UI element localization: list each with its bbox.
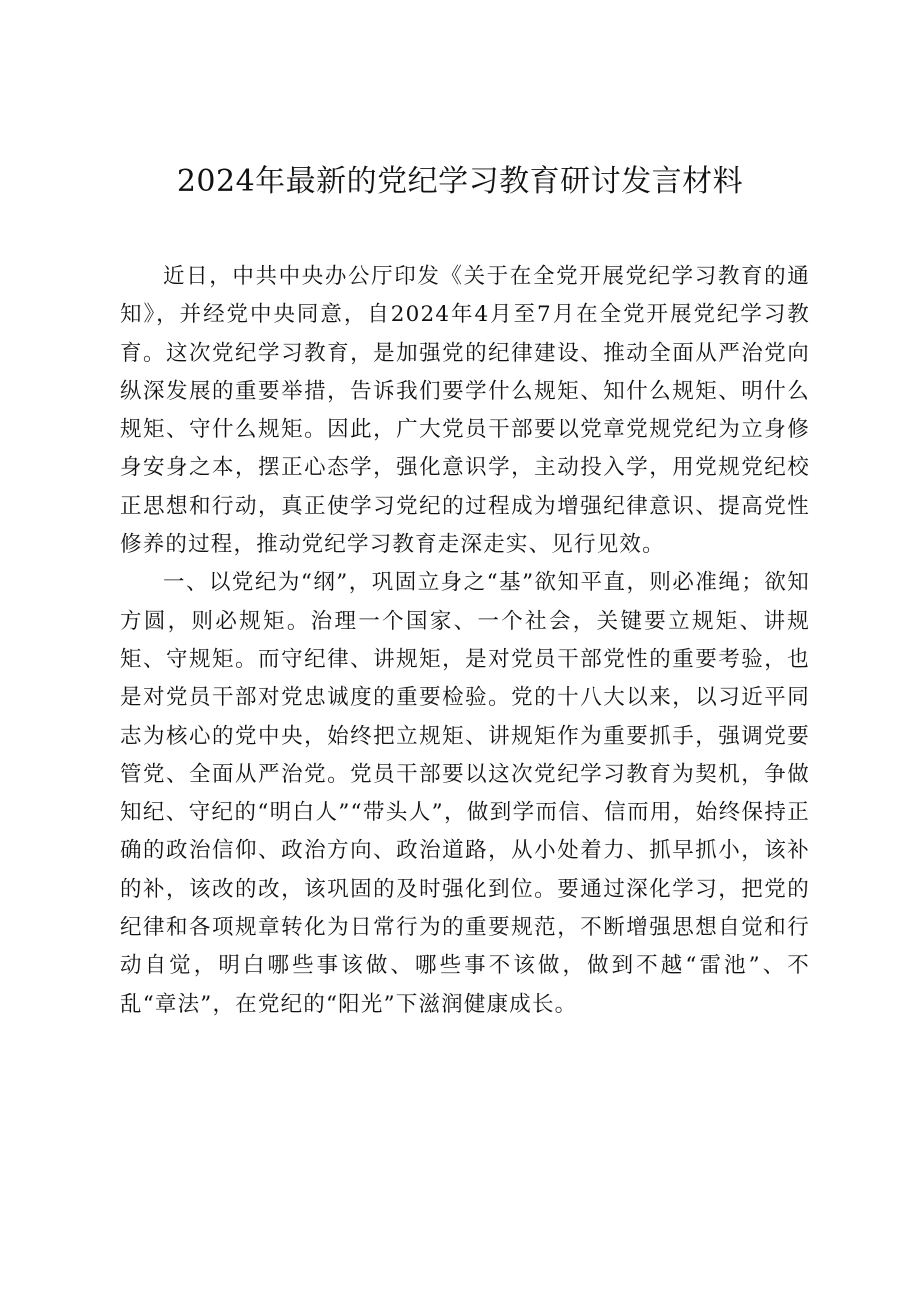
paragraph-section-one: 一、以党纪为“纲”，巩固立身之“基”欲知平直，则必准绳；欲知方圆，则必规矩。治理一个国家、一个社会，关键要立规矩、讲规矩、守规矩。而守纪律、讲规矩，是对党员干部党性的重要考验，也是对党员干部对党忠诚度的重要检验。党的十八大以来，以习近平同志为核心的党中央，始终把立规矩、讲规矩作为重要抓手，强调党要管党、全面从严治党。党员干部要以这次党纪学习教育为契机，争做知纪、守纪的“明白人”“带头人”，做到学而信、信而用，始终保持正确的政治信仰、政治方向、政治道路，从小处着力、抓早抓小，该补的补，该改的改，该巩固的及时强化到位。要通过深化学习，把党的纪律和各项规章转化为日常行为的重要规范，不断增强思想自觉和行动自觉，明白哪些事该做、哪些事不该做，做到不越“雷池”、不乱“章法”，在党纪的“阳光”下滋润健康成长。 bbox=[120, 570, 810, 1017]
document-title: 2024年最新的党纪学习教育研讨发言材料 bbox=[176, 164, 744, 199]
paragraph-intro: 近日，中共中央办公厅印发《关于在全党开展党纪学习教育的通知》，并经党中央同意，自2024年4月至7月在全党开展党纪学习教育。这次党纪学习教育，是加强党的纪律建设、推动全面从严治党向纵深发展的重要举措，告诉我们要学什么规矩、知什么规矩、明什么规矩、守什么规矩。因此，广大党员干部要以党章党规党纪为立身修身安身之本，摆正心态学，强化意识学，主动投入学，用党规党纪校正思想和行动，真正使学习党纪的过程成为增强纪律意识、提高党性修养的过程，推动党纪学习教育走深走实、见行见效。 bbox=[120, 264, 810, 558]
document-body bbox=[120, 258, 810, 1024]
